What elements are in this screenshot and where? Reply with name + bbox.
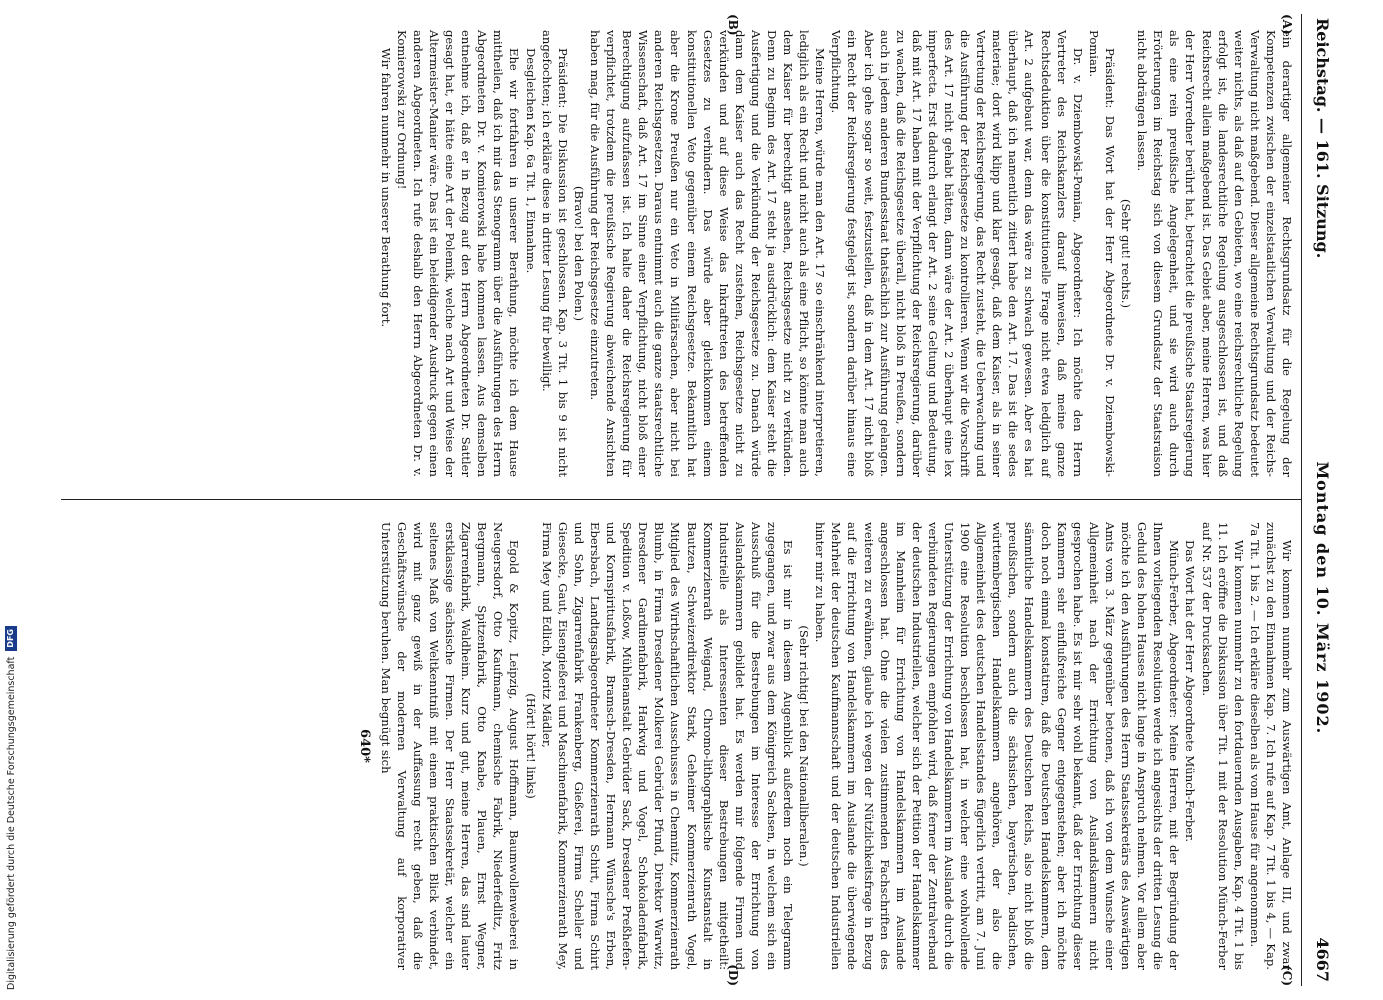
paragraph: Wir kommen nunmehr zum Auswärtigen Amt, Anlage III, und zwar zunächst zu den Einnahmen Kap. 7. Ich rufe auf Kap. 7 Tit. 1 bis 4, — Kap. 7a Tit. 1 bis 2. — Ich erkläre dieselben als vom Hause für angenommen. — [1247, 522, 1294, 970]
paragraph: Münch-Ferber, Abgeordneter: Meine Herren, mit der Begründung der Ihnen vorliegenden Resolution werde ich angesichts der dritten Lesung die Geduld des hohen Hauses nicht lange in Anspruch nehmen. Vor allem aber möchte ich den Ausführungen des Herrn Staatssekretärs des Auswärtigen Amts vom 3. März gegenüber betonen, daß ich von dem Wunsche einer Allgemeinheit nach der Errichtung von Auslandskammern nicht gesprochen habe. Es ist mir sehr wohl bekannt, daß der Errichtung dieser Kammern sehr einflußreiche Gegner entgegenstehen; aber ich möchte doch noch einmal konstatiren, daß die Deutschen Handelskammern, dem sämmtliche Handelskammern des Deutschen Reichs, also nicht bloß die preußischen, sondern auch die sächsischen, bayerischen, badischen, württembergischen Handelskammern angehören, der also die Allgemeinheit des deutschen Handelsstandes fügerlich vertritt, am 7. Juni 1900 eine Resolution beschlossen hat, in welcher eine wohlwollende Unterstützung der Errichtung von Handelskammern im Auslande durch die verbündeten Regierungen empfohlen wird, daß ferner der Zentralverband der deutschen Industriellen, welcher sich der Petition der Handelskammer im Mannheim für Errichtung von Handelskammern im Auslande angeschlossen hat. Ohne die vielen zustimmenden Fachschriften des weiteren zu erwähnen, glaube ich wegen der Nützlichkeitsfrage in Bezug auf die Errichtung von Handelskammern im Auslande die überwiegende Mehrheit der deutschen Kaufmannschaft und der deutschen Industriellen hinter mir zu haben. — [813, 522, 1182, 970]
applause-note: (Bravo! bei den Polen.) — [571, 185, 586, 322]
paragraph: Präsident: Das Wort hat der Herr Abgeordnete Dr. v. Dziembowski-Pomian. — [1086, 30, 1117, 477]
signature-mark: 640* — [356, 729, 372, 763]
paragraph: ein derartiger allgemeiner Rechtsgrundsatz für die Regelung der Kompetenzen zwischen der einzelstaatlichen Verwaltung und der Reichs-Verwaltung nicht maßgebend. Dieser allgemeine Rechtsgrundsatz bedeutet weiter nichts, als daß auf den Gebieten, wo eine reichsrechtliche Regelung erfolgt ist, die landesrechtliche Regelung ausgeschlossen ist, und daß Reichsrecht allein maßgebend ist. Das Gebiet aber, meine Herren, was hier der Herr Vorredner berührt hat, betrachtet die preußische Staatsregierung als eine rein preußische Angelegenheit, und sie wird auch durch Erörterungen im Reichstag sich von diesem Grundsatz der Staatsraison nicht abdrängen lassen. — [1135, 30, 1294, 477]
paragraph: Wir fahren nunmehr in unserer Berathung fort. — [378, 48, 393, 328]
header-date: Montag den 10. März 1902. — [1313, 461, 1332, 735]
paragraph: Egold & Kopitz, Leipzig, August Hoffmann, Baumwollenweberei in Neugersdorf, Otto Kaufmann, chemische Fabrik, Niederfedlitz, Fritz Bergmann, Spitzenfabrik, Otto Knabe, Plauen, Ernst Wegner, Zigarrenfabrik, Waldheim. Kurz und gut, meine Herren, das sind lauter erstklassige sächsische Firmen. Der Herr Staatssekretär, welcher ein seltenes Maß von Weltkenntniß mit einem praktischen Blick verbindet, wird mit ganz gewiß in der Auffassung recht geben, daß die Geschäftswünsche der modernen Verwaltung auf korporativer Unterstützung beruhen. Man begnügt sich — [378, 522, 522, 970]
header-left: Reichstag. — 161. Sitzung. — [1313, 18, 1332, 259]
paragraph: Das Wort hat der Herr Abgeordnete Münch-Ferber. — [1183, 540, 1198, 843]
text-columns — [61, 14, 1301, 986]
margin-marker-a: (A) — [1280, 14, 1294, 35]
left-column — [61, 14, 1301, 500]
margin-marker-b: (B) — [726, 14, 740, 36]
digitization-credit — [4, 10, 18, 990]
margin-marker-d: (D) — [726, 964, 740, 986]
margin-marker-c: (C) — [1280, 965, 1294, 986]
paragraph: Desgleichen Kap. 6a Tit. 1, Einnahme. — [523, 48, 538, 274]
credit-text: Digitalisierung gefördert durch die Deutsche Forschungsgemeinschaft — [5, 656, 17, 990]
paragraph: Es ist mir in diesem Augenblick außerdem noch ein Telegramm zugegangen, und zwar aus dem Königreich Sachsen, in welchem sich ein Ausschuß für die Bestrebungen im Interesse der Errichtung von Auslandskammern gebildet hat. Es werden mir folgende Firmen und Industrielle als Interessenten dieser Bestrebungen mitgetheilt: Kommerzienrath Weigand, Chromo-lithographische Kunstanstalt in Bautzen, Schweizerdirektor Stark, Geheimer Kommerzienrath Vogel, Mitglied des Wirthschaftlichen Ausschusses in Chemnitz, Kommerzienrath Blumb, in Firma Dresdener Molkerei Gebrüder Pfund, Direktor Warwitz, Dresdener Gardinenfabrik, Harkwig und Vogel, Schokoladenfabrik, Spedition v. Loßow, Mühlenanstalt Gebrüder Sack, Dresdener Preßhefen- und Kornspiritusfabrik, Bramsch-Dresden, Hermann Wünsche's Erben, Ebersbach, Landtagsabgeordneter Kommerzienrath Schirt, Firma Schirt und Sohn, Zigarrenfabrik Frankenberg, Gießerei, Firma Scheller und Giesecke, Gaut, Eisengießerei und Maschinenfabrik, Kommerzienrath Mey, Firma Mey und Edlich, Moritz Mädler, — [539, 522, 796, 970]
dfg-logo-icon: DFG — [5, 626, 17, 651]
paragraph: Wir kommen nunmehr zu den fortdauernden Ausgaben, Kap. 4 Tit. 1 bis 11. Ich eröffne die Diskussion über Tit. 1 mit der Resolution Münch-Ferber auf Nr. 537 der Drucksachen. — [1199, 522, 1246, 970]
page-header — [1301, 14, 1332, 986]
applause-note: (Sehr gut! rechts.) — [1119, 198, 1134, 309]
applause-note: (Hört! hört! links) — [523, 693, 538, 799]
paragraph: Dr. v. Dziembowski-Pomian, Abgeordneter: Ich möchte den Herrn Vertreter des Reichskanzlers darauf hinweisen, daß meine ganze Rechtsdeduktion über die konstitutionelle Frage nicht etwa lediglich auf Art. 2 aufgebaut war, denn das wäre zu schwach gewesen. Aber es hat überhaupt, daß ich namentlich zitiert habe den Art. 17. Das ist die sedes materiae; dort wird klipp und klar gesagt, daß dem Kaiser, als in seiner Vertretung der Reichsregierung, das Recht zusteht, die Ueberwachung und die Ausführung der Reichsgesetze zu kontrollieren. Wenn wir die Vorschrift des Art. 17 nicht gehabt hätten, dann wäre der Art. 2 überhaupt eine lex imperfecta. Erst dadurch erlangt der Art. 2 seine Geltung und Bedeutung, daß mit Art. 17 haben mit der Verpflichtung der Reichsregierung, darüber zu wachen, daß die Reichsgesetze überall, nicht bloß in Preußen, sondern auch in jedem anderen Bundesstaat thatsächlich zur Ausführung gelangen. Aber ich gehe sogar so weit, festzustellen, daß in dem Art. 17 nicht bloß ein Recht der Reichsregierung festgelegt ist, sondern darüber hinaus eine Verpflichtung. — [829, 30, 1085, 477]
paragraph: Meine Herren, würde man den Art. 17 so einschränkend interpretieren, lediglich als ein Recht und nicht auch als eine Pflicht, so könnte man auch dem Kaiser für berechtigt ansehen, Reichsgesetze nicht zu verkünden. Denn zu Beginn des Art. 17 steht ja ausdrücklich: dem Kaiser steht die Ausfertigung und die Verkündung der Reichsgesetze zu. Danach würde dann dem Kaiser auch das Recht zustehen, Reichsgesetze nicht zu verkünden und auf diese Weise das Inkrafttreten des betreffenden Gesetzes zu verhindern. Das würde aber gleichkommen einem konstitutionellen Veto gegenüber einem Reichsgesetze. Bekanntlich hat aber die Krone Preußen nur ein Veto in Militärsachen, aber nicht bei anderen Reichsgesetzen. Daraus entnimmt auch die ganze staatsrechtliche Wissenschaft, daß Art. 17 im Sinne einer Verpflichtung, nicht bloß einer Berechtigung aufzufassen ist. Ich halte daher die Reichsregierung für verpflichtet, trotzdem die preußische Regierung abweichende Ansichten haben mag, für die Ausführung der Reichsgesetze einzutreten. — [587, 30, 828, 477]
paragraph: Ehe wir fortfahren in unserer Berathung, möchte ich dem Hause mittheilen, daß ich mir das Stenogramm über die Ausführungen des Herrn Abgeordneten Dr. v. Komierowski habe kommen lassen. Aus demselben entnehme ich, daß er in Bezug auf den Herrn Abgeordneten Dr. Sattler gesagt hat, er hätte eine Art der Polemik, welche nach Art und Weise der Altermeister-Manier wäre. Das ist ein beleidigender Ausdruck gegen einen anderen Abgeordneten. Ich rufe deshalb den Herrn Abgeordneten Dr. v. Komierowski zur Ordnung! — [394, 30, 522, 477]
right-column — [61, 500, 1301, 986]
applause-note: (Sehr richtig! bei den Nationalliberalen.) — [797, 625, 812, 867]
page-number: 4667 — [1313, 937, 1332, 982]
paragraph: Präsident: Die Diskussion ist geschlossen. Kap. 3 Tit. 1 bis 9 ist nicht angefochten; ich erkläre diese in dritter Lesung für bewilligt. — [539, 30, 570, 477]
